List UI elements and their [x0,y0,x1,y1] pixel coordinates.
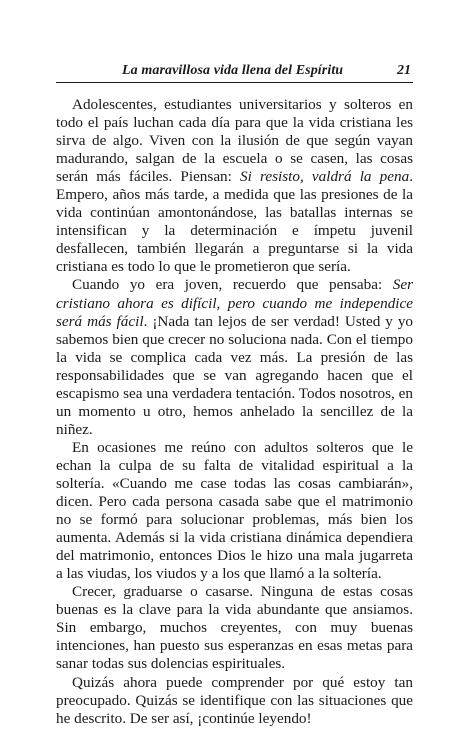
paragraph-1-text-1: Adolescentes, estudiantes universitarios y solteros en todo el país luchan cada día para que la vida cristiana les sirva de algo. Viven con la ilusión de que según vayan madurando, salgan de la escuela o se casen, las cosas serán más fáciles. Piensan: [56,96,413,186]
paragraph-1 [56,96,413,276]
paragraph-3-text: En ocasiones me reúno con adultos solteros que le echan la culpa de su falta de vitalidad espiritual a la soltería. «Cuando me case todas las cosas cambiarán», dicen. Pero cada persona casada sabe que el matrimonio no se formó para solucionar problemas, más bien los aumenta. Además si la vida cristiana dinámica dependiera del matrimonio, entonces Dios le hizo una mala jugarreta a las viudas, los viudos y a los que llamó a la soltería. [56,438,413,583]
paragraph-2-text-1: Cuando yo era joven, recuerdo que pensaba: [72,276,393,294]
paragraph-2 [56,276,413,438]
running-header [56,62,413,83]
paragraph-5-text: Quizás ahora puede comprender por qué estoy tan preocupado. Quizás se identifique con las situaciones que he descrito. De ser así, ¡continúe leyendo! [56,673,413,727]
paragraph-2-italic-thought: Ser cristiano ahora es difícil, pero cuando me independice será más fácil [56,276,413,330]
paragraph-4-text: Crecer, graduarse o casarse. Ninguna de estas cosas buenas es la clave para la vida abundante que ansiamos. Sin embargo, muchos creyentes, con muy buenas intenciones, han puesto sus esperanzas en esas metas para sanar todas sus dolencias espirituales. [56,583,413,673]
paragraph-5 [56,674,413,728]
paragraph-4 [56,583,413,673]
paragraph-2-text-2: . ¡Nada tan lejos de ser verdad! Usted y yo sabemos bien que crecer no soluciona nada. Con el tiempo la vida se complica cada vez más. La presión de las responsabilidades que se van agregando hacen que el escapismo sea una verdadera tentación. Todos nosotros, en un momento u otro, hemos anhelado la sencillez de la niñez. [56,312,414,438]
paragraph-1-italic-thought: Si resisto, valdrá la pena [240,168,410,186]
paragraph-3 [56,439,413,583]
page-number: 21 [397,63,411,78]
running-title: La maravillosa vida llena del Espíritu [122,63,344,78]
paragraph-1-text-2: . Empero, años más tarde, a medida que las presiones de la vida continúan amontonándose, las batallas internas se intensifican y la determinación e ímpetu juvenil desfallecen, también llegarán a preguntarse si la vida cristiana es todo lo que le prometieron que sería. [56,168,413,276]
body-text [56,96,413,728]
